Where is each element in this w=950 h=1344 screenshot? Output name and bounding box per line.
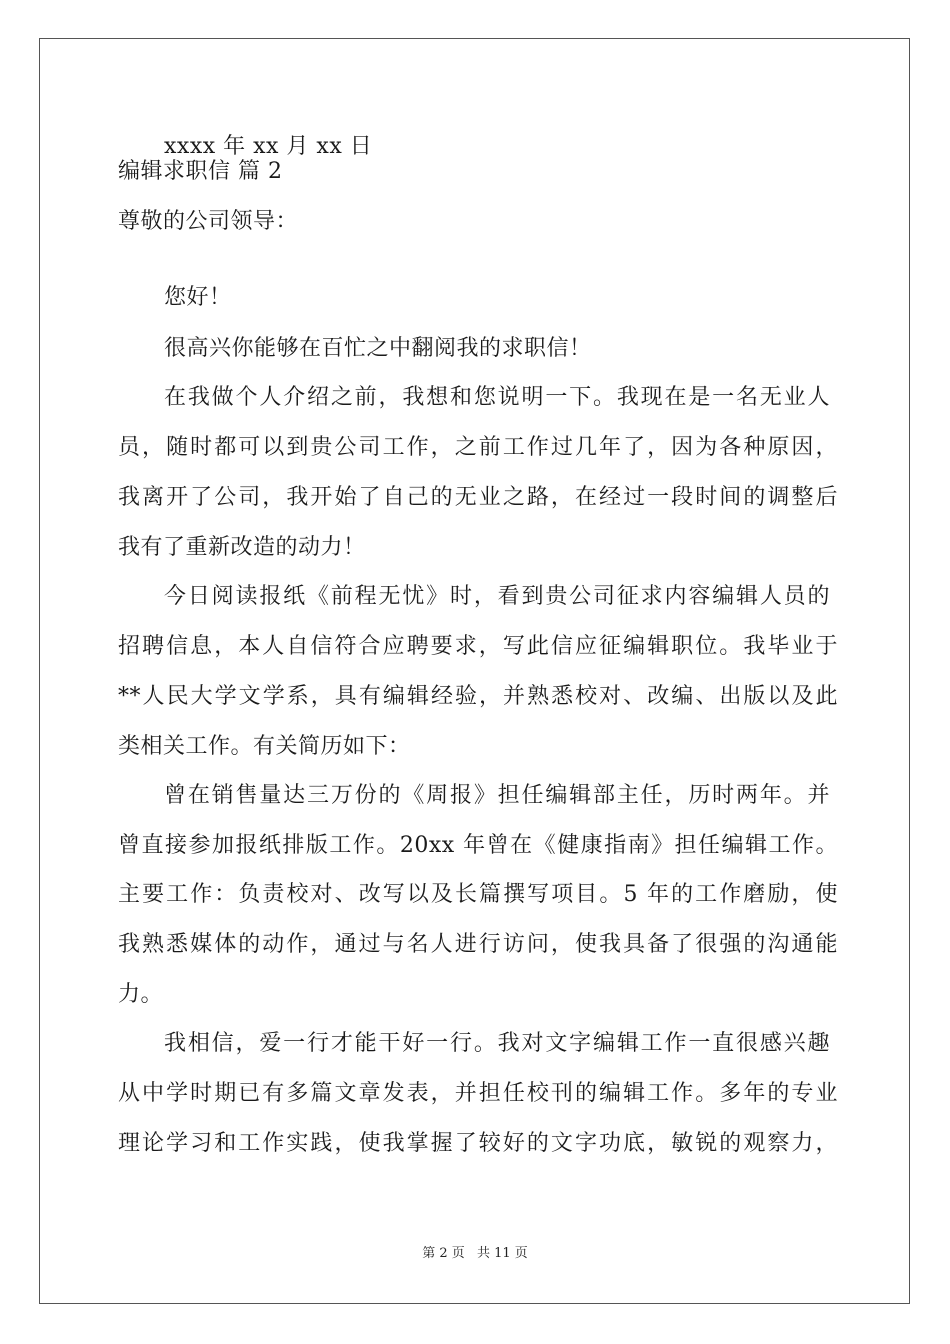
salutation: 尊敬的公司领导： <box>118 209 299 234</box>
page-total: 共 11 页 <box>476 1246 528 1261</box>
text-line: 从中学时期已有多篇文章发表，并担任校刊的编辑工作。多年的专业 <box>118 1081 838 1106</box>
text-line: 我熟悉媒体的动作，通过与名人进行访问，使我具备了很强的沟通能 <box>118 932 838 957</box>
page-footer <box>0 1245 950 1263</box>
text-line: 理论学习和工作实践，使我掌握了较好的文字功底，敏锐的观察力， <box>118 1131 838 1156</box>
text-line: 力。 <box>118 982 164 1007</box>
text-line: 曾在销售量达三万份的《周报》担任编辑部主任，历时两年。并 <box>164 783 830 808</box>
text-line: 主要工作：负责校对、改写以及长篇撰写项目。5 年的工作磨励，使 <box>118 882 838 907</box>
text-line: 招聘信息，本人自信符合应聘要求，写此信应征编辑职位。我毕业于 <box>118 634 838 659</box>
date-line: xxxx 年 xx 月 xx 日 <box>164 134 373 159</box>
section-title: 编辑求职信 篇 2 <box>118 159 283 184</box>
text-line: 我有了重新改造的动力！ <box>118 535 366 560</box>
text-line: 员，随时都可以到贵公司工作，之前工作过几年了，因为各种原因， <box>118 435 838 460</box>
text-line: 在我做个人介绍之前，我想和您说明一下。我现在是一名无业人 <box>164 385 830 410</box>
text-line: **人民大学文学系，具有编辑经验，并熟悉校对、改编、出版以及此 <box>118 684 838 709</box>
greeting: 您好！ <box>164 285 232 310</box>
text-line: 很高兴你能够在百忙之中翻阅我的求职信！ <box>164 336 592 361</box>
text-line: 类相关工作。有关简历如下： <box>118 734 411 759</box>
text-line: 曾直接参加报纸排版工作。20xx 年曾在《健康指南》担任编辑工作。 <box>118 833 838 858</box>
text-line: 我离开了公司，我开始了自己的无业之路，在经过一段时间的调整后 <box>118 485 838 510</box>
text-line: 今日阅读报纸《前程无忧》时，看到贵公司征求内容编辑人员的 <box>164 584 830 609</box>
page-number: 第 2 页 <box>422 1246 465 1261</box>
text-line: 我相信，爱一行才能干好一行。我对文字编辑工作一直很感兴趣 <box>164 1031 830 1056</box>
